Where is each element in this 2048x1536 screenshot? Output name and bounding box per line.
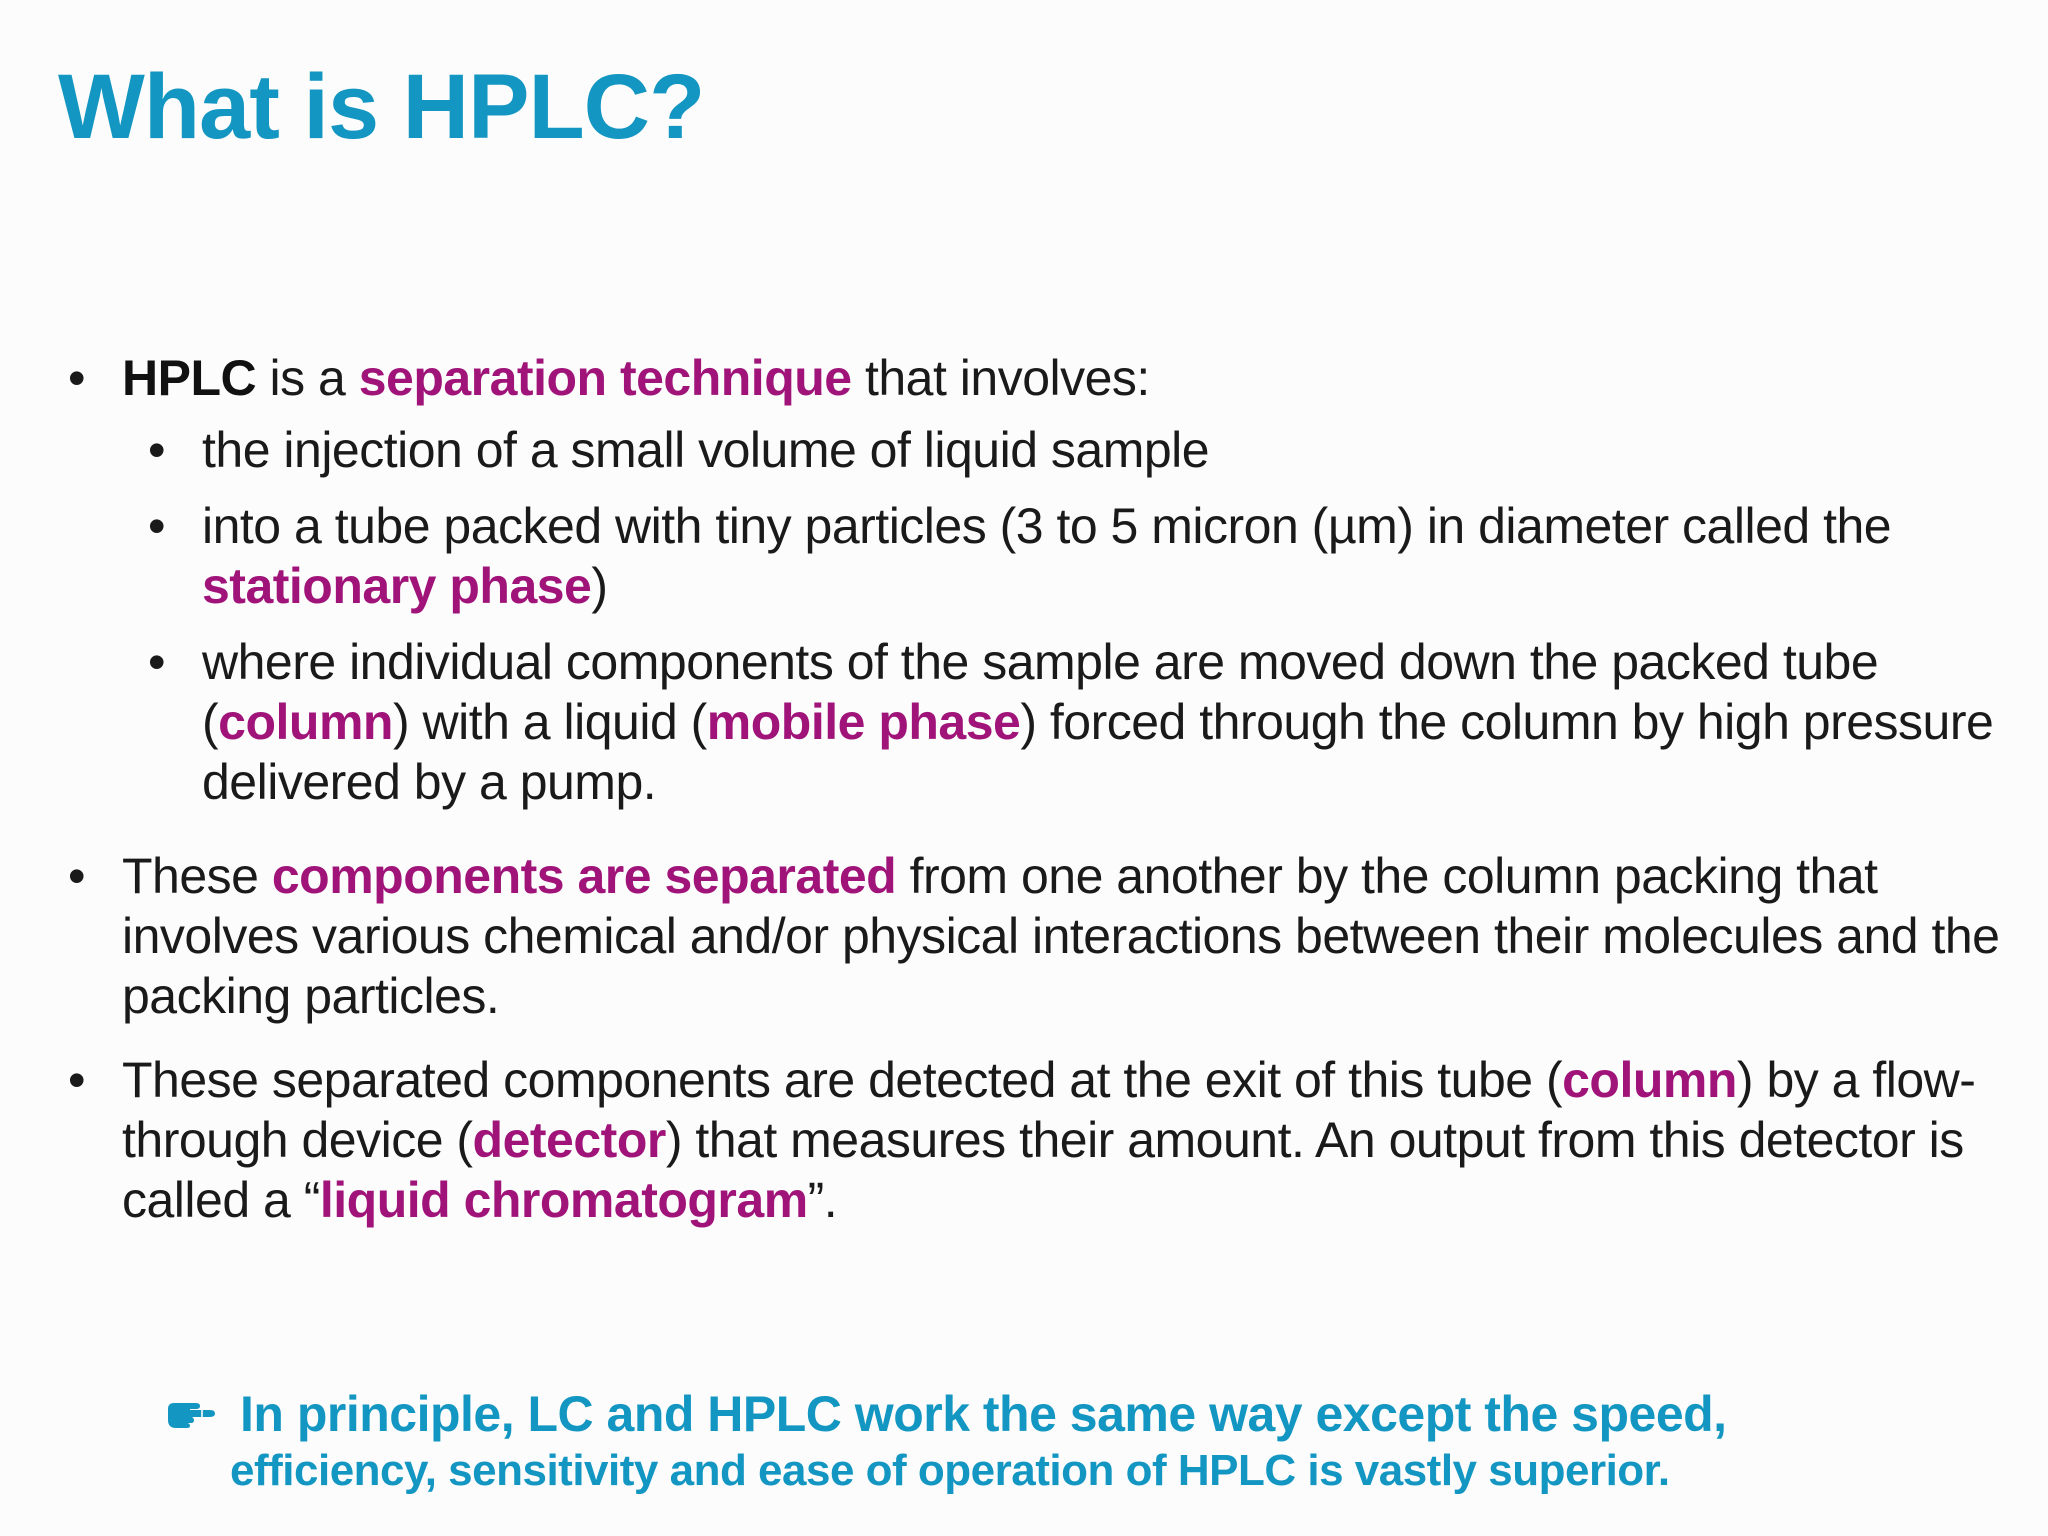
highlighted-term: column <box>1562 1052 1737 1108</box>
bullet-icon: • <box>148 634 166 690</box>
text-run: is a <box>256 350 359 406</box>
sub-bullet-item <box>140 496 2028 616</box>
bullet-text <box>122 350 1150 406</box>
sub-bullet-list <box>140 420 2028 812</box>
bullet-icon: • <box>148 498 166 554</box>
text-run: from one another by the column packing that involves various chemical and/or physical interactions between their molecules and the packing particles. <box>122 848 2000 1024</box>
bullet-icon: • <box>68 1052 86 1108</box>
highlighted-term: separation technique <box>358 350 852 406</box>
pointing-hand-icon <box>166 1395 218 1429</box>
bullet-icon: • <box>68 848 86 904</box>
bullet-item <box>60 348 2028 408</box>
text-run: into a tube packed with tiny particles (3 to 5 micron (µm) in diameter called the <box>202 498 1892 554</box>
text-run: where individual components of the sample are moved down the packed tube ( <box>202 634 1879 750</box>
bullet-item <box>60 846 2028 1026</box>
bullet-text <box>122 848 1999 1024</box>
note-line-1 <box>160 1385 1980 1443</box>
text-run: ) with a liquid ( <box>392 694 707 750</box>
highlighted-term: mobile phase <box>706 694 1021 750</box>
bullet-icon: • <box>68 350 86 406</box>
sub-bullet-text <box>202 498 1891 614</box>
note-line-1-text: In principle, LC and HPLC work the same way except the speed, <box>240 1386 1727 1442</box>
text-run: ) by a flow-through device ( <box>122 1052 1976 1168</box>
sub-bullet-item <box>140 420 2028 480</box>
sub-bullet-text <box>202 634 1993 810</box>
highlighted-term: components are separated <box>271 848 897 904</box>
bullet-item <box>60 1050 2028 1230</box>
highlighted-term: liquid chromatogram <box>319 1172 808 1228</box>
sub-bullet-text <box>202 422 1209 478</box>
sub-bullet-item <box>140 632 2028 812</box>
text-run: ) that measures their amount. An output from this detector is called a “ <box>122 1112 1964 1228</box>
highlighted-term: detector <box>472 1112 666 1168</box>
text-run: the injection of a small volume of liquid sample <box>202 422 1210 478</box>
bold-term: HPLC <box>122 350 257 406</box>
text-run: that involves: <box>851 350 1150 406</box>
principle-note <box>160 1385 1980 1499</box>
text-run: These <box>122 848 272 904</box>
text-run: ) forced through the column by high pressure delivered by a pump. <box>202 694 1994 810</box>
text-run: These separated components are detected at the exit of this tube ( <box>122 1052 1563 1108</box>
highlighted-term: stationary phase <box>202 558 592 614</box>
bullet-list <box>60 348 2028 1254</box>
highlighted-term: column <box>218 694 393 750</box>
text-run: ”. <box>807 1172 838 1228</box>
bullet-text <box>122 1052 1975 1228</box>
text-run: ) <box>591 558 608 614</box>
bullet-icon: • <box>148 422 166 478</box>
note-line-2: efficiency, sensitivity and ease of operation of HPLC is vastly superior. <box>230 1446 1670 1495</box>
slide-title: What is HPLC? <box>58 56 705 158</box>
